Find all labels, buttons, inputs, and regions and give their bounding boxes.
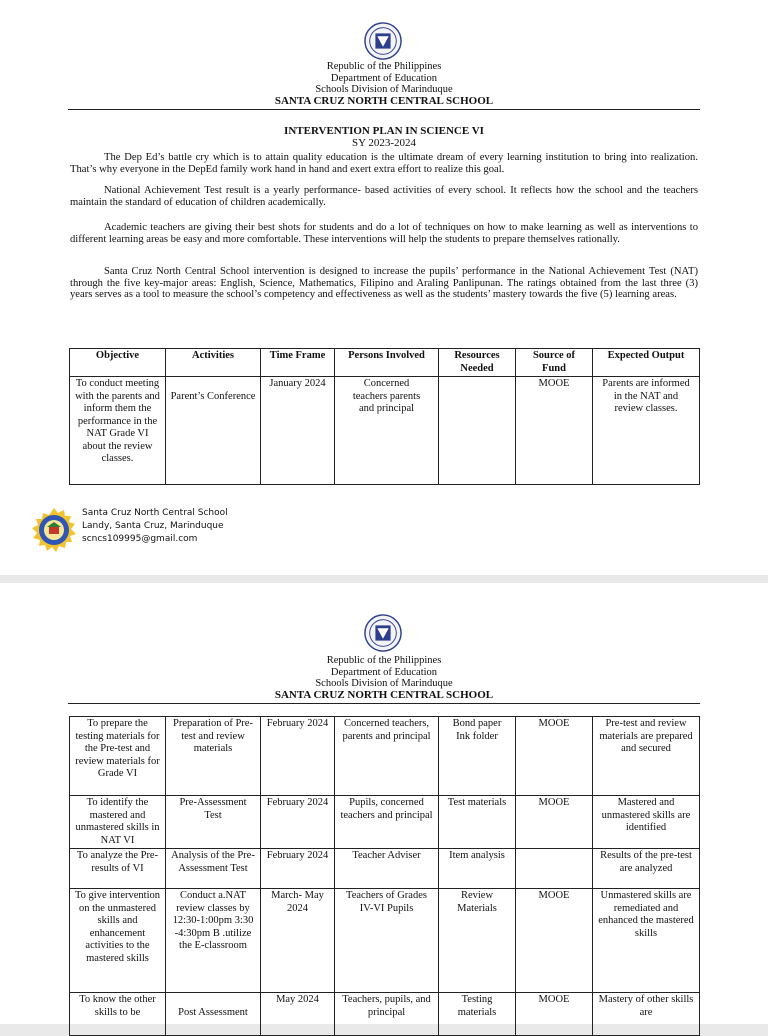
table-cell: Item analysis [439, 849, 516, 889]
table-cell: MOOE [516, 717, 593, 796]
footer-email: scncs109995@gmail.com [82, 534, 198, 544]
paragraph: Academic teachers are giving their best shots for students and do a lot of techniques on how to make learning as well as interventions to different learning areas be easy and more comfortable. These interventions will help the students to prepare themselves rationally. [70, 222, 698, 245]
intervention-table-continued [69, 716, 700, 1036]
table-cell: MOOE [516, 796, 593, 849]
table-cell: To analyze the Pre-results of VI [70, 849, 166, 889]
table-cell: May 2024 [261, 993, 335, 1036]
table-cell: MOOE [516, 889, 593, 993]
table-row [70, 796, 700, 849]
table-cell: Results of the pre-test are analyzed [593, 849, 700, 889]
table-cell: February 2024 [261, 849, 335, 889]
table-cell: Review Materials [439, 889, 516, 993]
header-line-division: Schools Division of Marinduque [315, 84, 453, 95]
header-time-frame: Time Frame [261, 349, 335, 377]
letterhead [0, 61, 768, 107]
header-expected-output: Expected Output [593, 349, 700, 377]
table-cell: Teacher Adviser [335, 849, 439, 889]
header-persons-involved: Persons Involved [335, 349, 439, 377]
table-cell: Analysis of the Pre-Assessment Test [166, 849, 261, 889]
table-row [70, 849, 700, 889]
document-title: INTERVENTION PLAN IN SCIENCE VI [284, 125, 484, 137]
intervention-table [69, 348, 700, 485]
header-divider [68, 109, 700, 110]
table-header-row [70, 349, 700, 377]
table-cell: January 2024 [261, 377, 335, 485]
table-cell: To prepare the testing materials for the Pre-test and review materials for Grade VI [70, 717, 166, 796]
table-cell: Pre-Assessment Test [166, 796, 261, 849]
table-cell: Teachers of Grades IV-VI Pupils [335, 889, 439, 993]
header-line-division: Schools Division of Marinduque [315, 678, 453, 689]
header-activities: Activities [166, 349, 261, 377]
table-cell: Post Assessment [166, 993, 261, 1036]
table-cell: To conduct meeting with the parents and inform them the performance in the NAT Grade VI about the review classes. [70, 377, 166, 485]
header-source-of-fund: Source of Fund [516, 349, 593, 377]
table-cell: February 2024 [261, 796, 335, 849]
table-cell: Conduct a.NAT review classes by 12:30-1:00pm 3:30 -4:30pm B .utilize the E-classroom [166, 889, 261, 993]
table-cell: Test materials [439, 796, 516, 849]
table-cell: Teachers, pupils, and principal [335, 993, 439, 1036]
table-cell: Testing materials [439, 993, 516, 1036]
table-cell: Parents are informed in the NAT and review classes. [593, 377, 700, 485]
paragraph: Santa Cruz North Central School intervention is designed to increase the pupils’ performance in the National Achievement Test (NAT) through the five key-major areas: English, Science, Mathematics, Filipino and Araling Panlipunan. The ratings obtained from the last three (3) years serves as a tool to measure the school’s competency and effectiveness as well as the students’ mastery towards the five (5) learning areas. [70, 266, 698, 301]
header-school-name: SANTA CRUZ NORTH CENTRAL SCHOOL [274, 688, 494, 701]
table-cell: February 2024 [261, 717, 335, 796]
header-line-republic: Republic of the Philippines [326, 61, 442, 72]
header-objective: Objective [70, 349, 166, 377]
header-line-republic: Republic of the Philippines [326, 655, 442, 666]
paragraph: National Achievement Test result is a yearly performance- based activities of every school. It reflects how the school and the teachers maintain the standard of education of children academically. [70, 185, 698, 208]
school-logo-icon [30, 507, 78, 553]
table-cell: Concerned teachers parents and principal [335, 377, 439, 485]
table-cell: Concerned teachers, parents and principal [335, 717, 439, 796]
table-cell: MOOE [516, 377, 593, 485]
table-row [70, 377, 700, 485]
table-cell: To identify the mastered and unmastered skills in NAT VI [70, 796, 166, 849]
table-cell: To give intervention on the unmastered skills and enhancement activities to the mastered skills [70, 889, 166, 993]
header-line-department: Department of Education [330, 666, 438, 678]
paragraph: The Dep Ed’s battle cry which is to attain quality education is the ultimate dream of every learning institution to bring into realization. That’s why everyone in the DepEd family work hand in hand and exert extra effort to realize this goal. [70, 152, 698, 175]
header-school-name: SANTA CRUZ NORTH CENTRAL SCHOOL [274, 94, 494, 107]
header-line-department: Department of Education [330, 72, 438, 84]
table-row [70, 889, 700, 993]
table-cell: Bond paper Ink folder [439, 717, 516, 796]
table-cell [439, 377, 516, 485]
header-resources-needed: Resources Needed [439, 349, 516, 377]
deped-seal-icon [364, 614, 402, 652]
deped-seal-icon [364, 22, 402, 60]
table-cell [516, 849, 593, 889]
table-cell: Mastery of other skills are [593, 993, 700, 1036]
footer-address: Landy, Santa Cruz, Marinduque [82, 521, 224, 531]
table-cell: Mastered and unmastered skills are identified [593, 796, 700, 849]
footer-text [82, 507, 228, 546]
header-divider [68, 703, 700, 704]
letterhead [0, 655, 768, 701]
document-page-2 [0, 583, 768, 1024]
table-cell: Unmastered skills are remediated and enhanced the mastered skills [593, 889, 700, 993]
table-cell: Preparation of Pre-test and review materials [166, 717, 261, 796]
table-cell: Parent’s Conference [166, 377, 261, 485]
table-cell: Pre-test and review materials are prepared and secured [593, 717, 700, 796]
document-title-block [0, 125, 768, 149]
table-cell: Pupils, concerned teachers and principal [335, 796, 439, 849]
table-cell: March- May 2024 [261, 889, 335, 993]
table-row [70, 717, 700, 796]
table-cell: To know the other skills to be [70, 993, 166, 1036]
footer-school-name: Santa Cruz North Central School [82, 508, 228, 518]
school-year: SY 2023-2024 [351, 137, 417, 149]
table-row [70, 993, 700, 1036]
table-cell: MOOE [516, 993, 593, 1036]
